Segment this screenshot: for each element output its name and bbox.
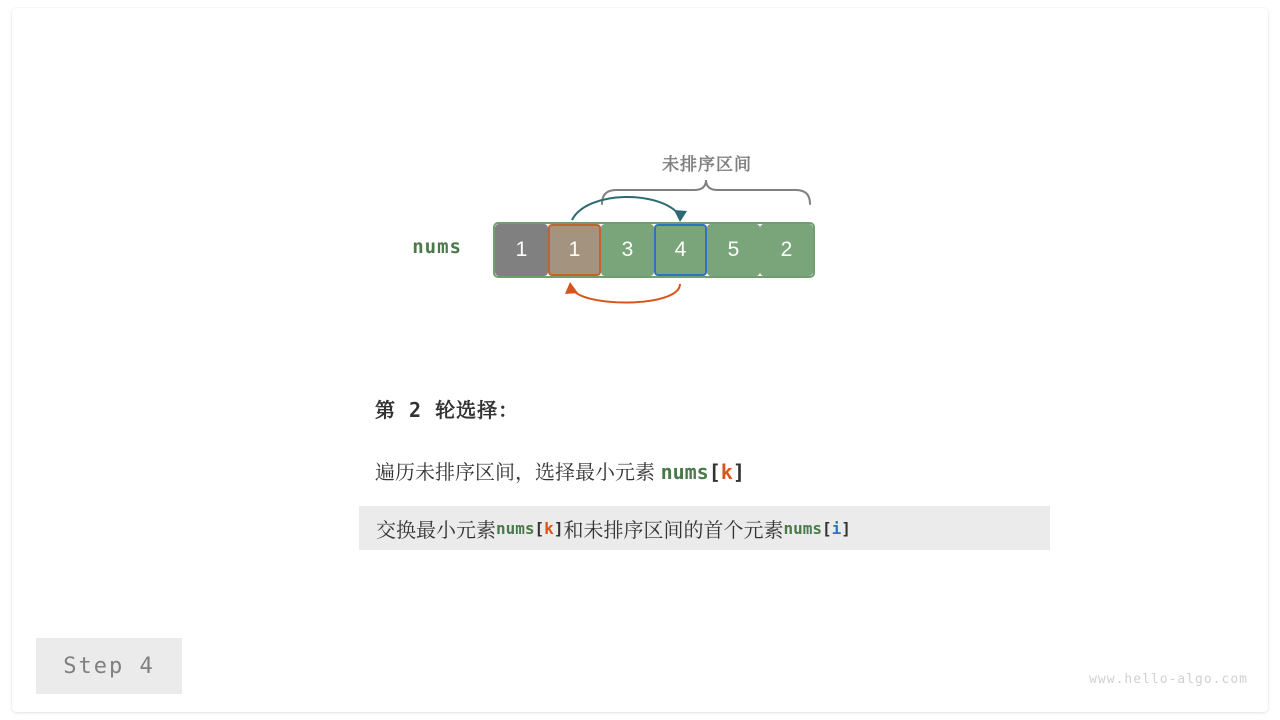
array-cell[interactable]: 4 — [654, 224, 707, 276]
array-variable-label: nums — [412, 236, 462, 258]
desc1-prefix: 遍历未排序区间，选择最小元素 — [375, 462, 661, 484]
desc2-lbracket-first: [ — [534, 518, 545, 538]
description-line-2-highlighted — [359, 506, 1050, 550]
desc2-nums-second: nums — [783, 518, 822, 538]
array-container — [493, 222, 815, 278]
desc2-i-index: i — [831, 518, 842, 538]
unsorted-range-label: 未排序区间 — [662, 155, 752, 174]
desc2-k-index: k — [544, 518, 554, 538]
array-cell[interactable]: 5 — [707, 224, 760, 276]
desc2-nums-first: nums — [496, 518, 535, 538]
round-title: 第 2 轮选择： — [375, 398, 520, 422]
description-line-1 — [375, 456, 745, 485]
step-badge: Step 4 — [36, 638, 182, 694]
desc2-rbracket-first: ] — [553, 518, 564, 538]
array-cell[interactable]: 3 — [601, 224, 654, 276]
desc2-middle: 和未排序区间的首个元素 — [563, 519, 784, 542]
array-cell[interactable]: 1 — [495, 224, 548, 276]
array-cell[interactable]: 2 — [760, 224, 813, 276]
desc2-rbracket-second: ] — [841, 518, 851, 538]
desc1-lbracket: [ — [708, 460, 721, 484]
array-diagram — [12, 8, 1268, 338]
desc2-prefix: 交换最小元素 — [376, 519, 496, 542]
slide-canvas — [12, 8, 1268, 712]
desc1-nums: nums — [660, 460, 709, 484]
desc1-k-index: k — [720, 460, 733, 484]
watermark: www.hello-algo.com — [1089, 672, 1248, 687]
array-cell[interactable]: 1 — [548, 224, 601, 276]
desc1-rbracket: ] — [732, 460, 745, 484]
desc2-lbracket-second: [ — [821, 518, 832, 538]
